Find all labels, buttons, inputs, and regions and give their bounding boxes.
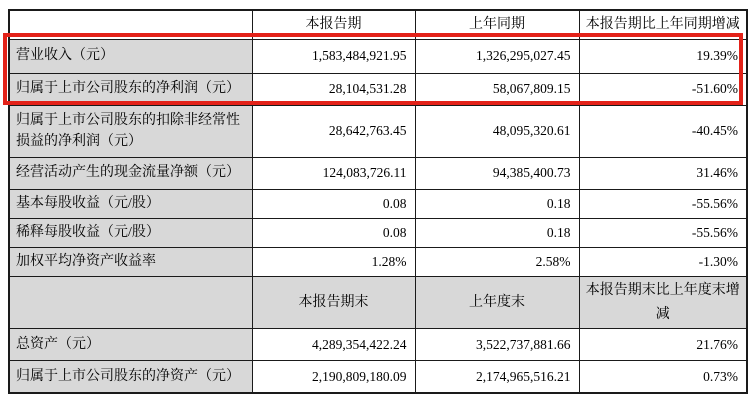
table-row-operating-cash-flow bbox=[9, 157, 747, 189]
value-change: -55.56% bbox=[579, 189, 747, 218]
table-row-net-profit-excl-nonrecurring bbox=[9, 105, 747, 157]
row-label: 归属于上市公司股东的净利润（元） bbox=[9, 73, 252, 105]
header-prior-year-end: 上年度末 bbox=[415, 276, 579, 329]
header-blank-cell bbox=[9, 10, 252, 39]
value-prior: 1,326,295,027.45 bbox=[415, 39, 579, 73]
value-change: 19.39% bbox=[579, 39, 747, 73]
header-current-period-end: 本报告期末 bbox=[252, 276, 415, 329]
row-label: 营业收入（元） bbox=[9, 39, 252, 73]
header-period-end-change: 本报告期末比上年度末增减 bbox=[579, 276, 747, 329]
header-row-period-end bbox=[9, 276, 747, 329]
value-current: 124,083,726.11 bbox=[252, 157, 415, 189]
value-change: 0.73% bbox=[579, 361, 747, 393]
table-row-total-assets bbox=[9, 329, 747, 361]
table-row-weighted-avg-roe bbox=[9, 247, 747, 276]
value-prior: 2.58% bbox=[415, 247, 579, 276]
header-row-period bbox=[9, 10, 747, 39]
value-change: 21.76% bbox=[579, 329, 747, 361]
table-row-diluted-eps bbox=[9, 218, 747, 247]
value-change: -40.45% bbox=[579, 105, 747, 157]
row-label: 基本每股收益（元/股） bbox=[9, 189, 252, 218]
value-current: 1,583,484,921.95 bbox=[252, 39, 415, 73]
value-current: 28,642,763.45 bbox=[252, 105, 415, 157]
value-current: 4,289,354,422.24 bbox=[252, 329, 415, 361]
value-prior: 2,174,965,516.21 bbox=[415, 361, 579, 393]
value-change: 31.46% bbox=[579, 157, 747, 189]
row-label: 归属于上市公司股东的净资产（元） bbox=[9, 361, 252, 393]
row-label: 经营活动产生的现金流量净额（元） bbox=[9, 157, 252, 189]
row-label: 加权平均净资产收益率 bbox=[9, 247, 252, 276]
header-blank-cell bbox=[9, 276, 252, 329]
header-prior-period: 上年同期 bbox=[415, 10, 579, 39]
value-current: 1.28% bbox=[252, 247, 415, 276]
value-current: 2,190,809,180.09 bbox=[252, 361, 415, 393]
value-prior: 3,522,737,881.66 bbox=[415, 329, 579, 361]
value-change: -55.56% bbox=[579, 218, 747, 247]
value-prior: 0.18 bbox=[415, 189, 579, 218]
value-change: -51.60% bbox=[579, 73, 747, 105]
value-current: 0.08 bbox=[252, 189, 415, 218]
financial-summary-table bbox=[8, 9, 748, 394]
header-period-change: 本报告期比上年同期增减 bbox=[579, 10, 747, 39]
row-label: 归属于上市公司股东的扣除非经常性损益的净利润（元） bbox=[9, 105, 252, 157]
row-label: 稀释每股收益（元/股） bbox=[9, 218, 252, 247]
value-prior: 58,067,809.15 bbox=[415, 73, 579, 105]
header-current-period: 本报告期 bbox=[252, 10, 415, 39]
value-current: 0.08 bbox=[252, 218, 415, 247]
value-prior: 94,385,400.73 bbox=[415, 157, 579, 189]
value-change: -1.30% bbox=[579, 247, 747, 276]
row-label: 总资产（元） bbox=[9, 329, 252, 361]
table-row-basic-eps bbox=[9, 189, 747, 218]
value-current: 28,104,531.28 bbox=[252, 73, 415, 105]
table-row-net-profit bbox=[9, 73, 747, 105]
value-prior: 48,095,320.61 bbox=[415, 105, 579, 157]
value-prior: 0.18 bbox=[415, 218, 579, 247]
table-row-revenue bbox=[9, 39, 747, 73]
table-row-net-assets bbox=[9, 361, 747, 393]
